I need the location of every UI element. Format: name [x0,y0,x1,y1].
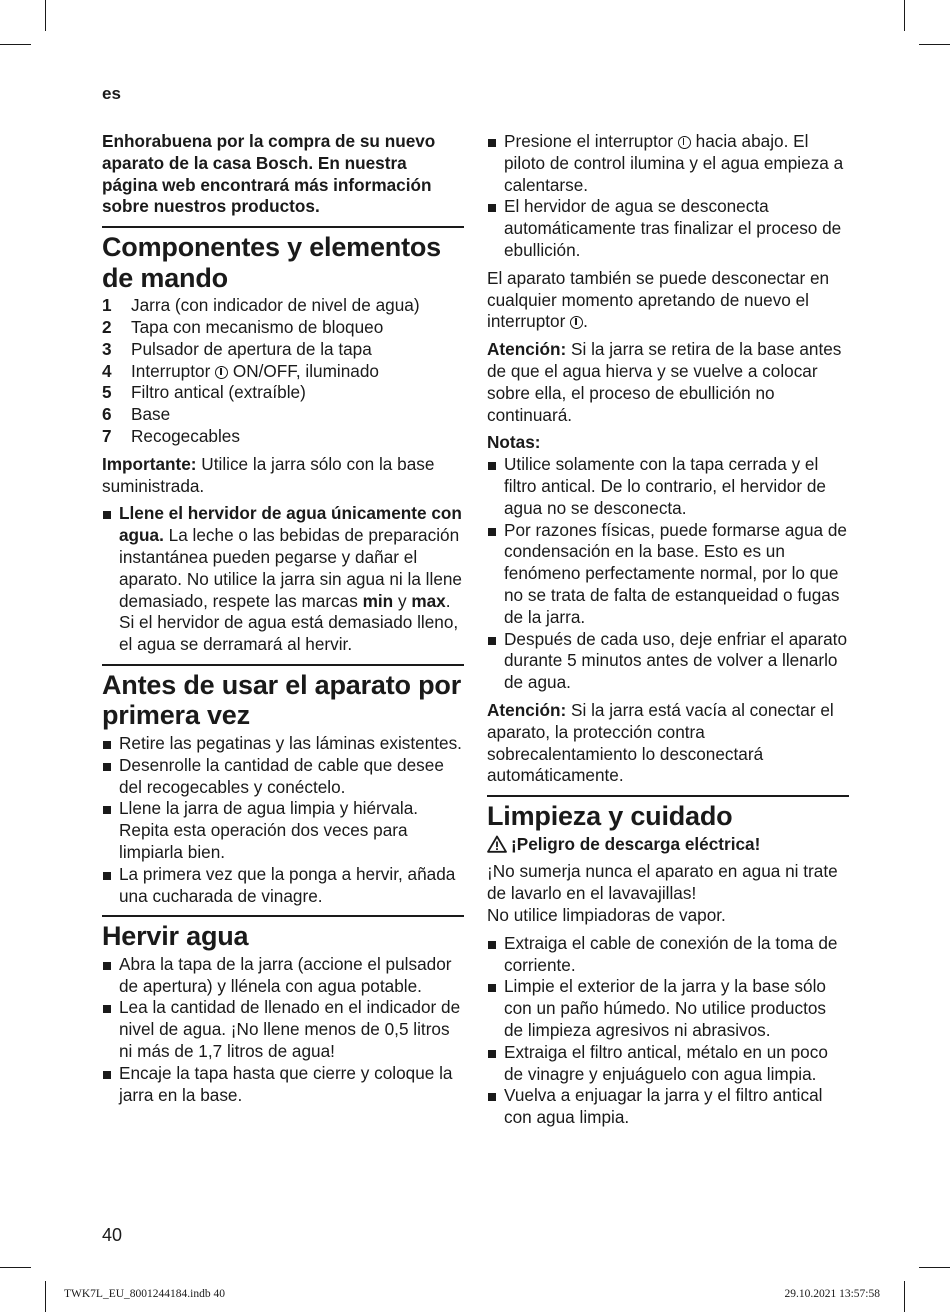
left-column [102,131,464,1112]
warning-line: ¡No sumerja nunca el aparato en agua ni trate de lavarlo en el lavavajillas! [487,861,838,904]
item-number: 4 [102,360,112,381]
item-number: 2 [102,316,112,337]
item-text: Tapa con mecanismo de bloqueo [131,316,384,337]
crop-mark [0,1267,31,1268]
cleaning-list [487,933,849,1129]
crop-mark [904,0,905,31]
crop-mark [919,44,950,45]
power-icon [678,136,691,149]
list-item [102,339,464,361]
list-item: Por razones físicas, puede formarse agua de condensación en la base. Esto es un fenómeno perfectamente normal, por lo que no se trata de falta de estanqueidad o fugas de la jarra. [487,520,849,629]
list-item: Utilice solamente con la tapa cerrada y el filtro antical. De lo contrario, el hervidor de agua no se desconecta. [487,454,849,519]
right-column [487,131,849,1135]
first-use-list [102,733,464,907]
crop-mark [45,0,46,31]
item-text: Recogecables [131,425,240,446]
list-item: Limpie el exterior de la jarra y la base sólo con un paño húmedo. No utilice productos de limpieza agresivos ni abrasivos. [487,976,849,1041]
item-text: ON/OFF, iluminado [228,360,379,381]
list-item [102,382,464,404]
list-item: Extraiga el filtro antical, métalo en un poco de vinagre y enjuáguelo con agua limpia. [487,1042,849,1086]
list-item [102,295,464,317]
important-text: Utilice la jarra sólo con la base suministrada. [102,453,435,496]
list-item: Lea la cantidad de llenado en el indicador de nivel de agua. ¡No llene menos de 0,5 litros ni más de 1,7 litros de agua! [102,997,464,1062]
item-text: Filtro antical (extraíble) [131,382,306,403]
footer-file-info: TWK7L_EU_8001244184.indb 40 [64,1288,225,1300]
section-title-cleaning: Limpieza y cuidado [487,795,849,832]
footer-timestamp: 29.10.2021 13:57:58 [784,1288,880,1300]
attention-note [487,339,849,426]
attention-note [487,700,849,787]
item-text: Presione el interruptor [504,131,678,151]
list-item [102,426,464,448]
boil-list [102,954,464,1107]
list-item [487,131,849,196]
crop-mark [45,1281,46,1312]
item-number: 5 [102,382,112,403]
water-only-list [102,503,464,656]
item-text: Pulsador de apertura de la tapa [131,338,372,359]
components-list [102,295,464,448]
important-label: Importante: [102,453,197,474]
list-item: Vuelva a enjuagar la jarra y el filtro antical con agua limpia. [487,1085,849,1129]
boil-steps-list [487,131,849,262]
important-note [102,454,464,498]
item-number: 1 [102,295,112,316]
power-icon [570,316,583,329]
list-item [102,404,464,426]
power-icon [215,366,228,379]
list-item [102,317,464,339]
bullet-text: La leche o las bebidas de preparación instantánea pueden pegarse y dañar el aparato. No utilice la jarra sin agua ni la llene demasiado, respete las marcas [119,525,462,611]
intro-paragraph: Enhorabuena por la compra de su nuevo aparato de la casa Bosch. En nuestra página web encontrará más información sobre nuestros productos. [102,131,436,217]
list-item [102,361,464,383]
attention-label: Atención: [487,339,567,360]
item-number: 7 [102,425,112,446]
bullet-text: y [393,590,412,611]
notes-label-text: Notas: [487,432,541,453]
item-text: Jarra (con indicador de nivel de agua) [131,295,420,316]
notes-label [487,432,849,454]
section-title-components: Componentes y elementos de mando [102,226,464,293]
list-item: Abra la tapa de la jarra (accione el pulsador de apertura) y llénela con agua potable. [102,954,464,998]
warning-line: No utilice limpiadoras de vapor. [487,905,726,925]
attention-label: Atención: [487,699,567,720]
bullet-text: . Si el hervidor de agua está demasiado lleno, el agua se derramará al hervir. [119,590,459,655]
list-item: Extraiga el cable de conexión de la toma de corriente. [487,933,849,977]
list-item: El hervidor de agua se desconecta automáticamente tras finalizar el proceso de ebullición. [487,196,849,261]
warning-title: ¡Peligro de descarga eléctrica! [511,833,761,854]
notes-list [487,454,849,694]
list-item: Llene la jarra de agua limpia y hiérvala. Repita esta operación dos veces para limpiarla bien. [102,798,464,863]
crop-mark [919,1267,950,1268]
crop-mark [904,1281,905,1312]
item-number: 6 [102,404,112,425]
warning-heading [487,834,849,856]
attention-text: Si la jarra está vacía al conectar el aparato, la protección contra sobrecalentamiento lo desconectará automáticamente. [487,699,834,786]
item-number: 3 [102,338,112,359]
item-text: Interruptor [131,360,216,381]
paragraph-text: . [583,311,588,332]
crop-mark [0,44,31,45]
section-title-first-use: Antes de usar el aparato por primera vez [102,664,464,731]
list-item: Después de cada uso, deje enfriar el aparato durante 5 minutos antes de volver a llenarlo de agua. [487,629,849,694]
list-item: Encaje la tapa hasta que cierre y coloque la jarra en la base. [102,1063,464,1107]
min-mark: min [362,590,394,611]
paragraph-text: El aparato también se puede desconectar en cualquier momento apretando de nuevo el interruptor [487,267,830,332]
list-item: La primera vez que la ponga a hervir, añada una cucharada de vinagre. [102,864,464,908]
switch-off-paragraph [487,268,849,333]
language-code: es [102,84,121,103]
item-text: hacia abajo. El piloto de control ilumina y el agua empieza a calentarse. [504,131,844,195]
attention-text: Si la jarra se retira de la base antes de que el agua hierva y se vuelve a colocar sobre ella, el proceso de ebullición no continuará. [487,339,842,425]
page-number: 40 [102,1225,123,1245]
list-item: Retire las pegatinas y las láminas existentes. [102,733,464,755]
list-item [102,503,464,656]
list-item: Desenrolle la cantidad de cable que desee del recogecables y conéctelo. [102,755,464,799]
item-text: Base [131,404,171,425]
max-mark: max [411,590,446,611]
bullet-bold-text: Llene el hervidor de agua únicamente con agua. [119,503,462,546]
warning-triangle-icon [487,835,507,853]
section-title-boil: Hervir agua [102,915,464,952]
